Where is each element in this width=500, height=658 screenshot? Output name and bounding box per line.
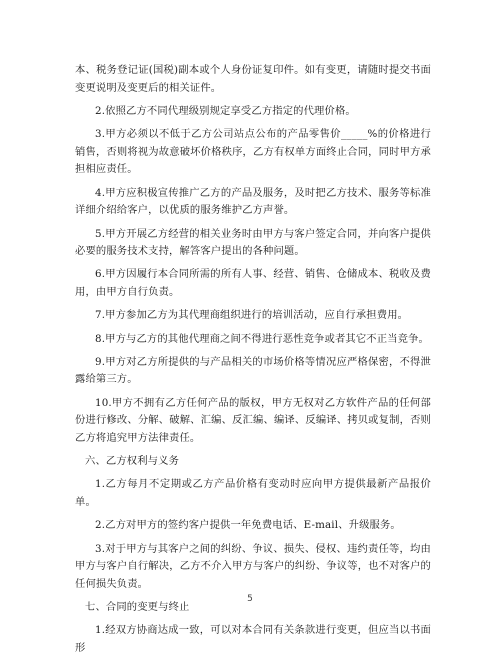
paragraph: 2.依照乙方不同代理级别规定享受乙方指定的代理价格。 — [95, 104, 356, 117]
paragraph: 5.甲方开展乙方经营的相关业务时由甲方与客户签定合同，并向客户提供必要的服务技术支持，解答客户提出的各种问题。 — [75, 227, 431, 258]
document-body — [75, 62, 431, 658]
paragraph: 2.乙方对甲方的签约客户提供一年免费电话、E-mail、升级服务。 — [95, 519, 401, 532]
paragraph: 1.乙方每月不定期或乙方产品价格有变动时应向甲方提供最新产品报价单。 — [75, 478, 431, 509]
paragraph: 7.甲方参加乙方为其代理商组织进行的培训活动，应自行承担费用。 — [95, 309, 409, 322]
section-heading: 七、合同的变更与终止 — [85, 601, 190, 614]
page-number: 5 — [247, 594, 253, 604]
paragraph: 本、税务登记证(国税)副本或个人身份证复印件。如有变更，请随时提交书面变更说明及变更后的相关证件。 — [75, 64, 431, 94]
paragraph: 3.甲方必须以不低于乙方公司站点公布的产品零售价_____%的价格进行销售，否则将视为故意破坏价格秩序，乙方有权单方面终止合同，同时甲方承担相应责任。 — [75, 128, 431, 176]
paragraph: 6.甲方因履行本合同所需的所有人事、经营、销售、仓储成本、税收及费用，由甲方自行负责。 — [75, 268, 431, 298]
section-heading: 六、乙方权利与义务 — [85, 455, 180, 468]
paragraph: 8.甲方与乙方的其他代理商之间不得进行恶性竞争或者其它不正当竞争。 — [95, 332, 429, 345]
paragraph: 4.甲方应积极宣传推广乙方的产品及服务，及时把乙方技术、服务等标准详细介绍给客户，以优质的服务维护乙方声誉。 — [75, 186, 431, 217]
paragraph: 3.对于甲方与其客户之间的纠纷、争议、损失、侵权、违约责任等，均由甲方与客户自行解决，乙方不介入甲方与客户的纠纷、争议等，也不对客户的任何损失负责。 — [75, 542, 431, 590]
paragraph: 10.甲方不拥有乙方任何产品的版权，甲方无权对乙方软件产品的任何部份进行修改、分解、破解、汇编、反汇编、编译、反编译、拷贝或复制，否则乙方将追究甲方法律责任。 — [75, 396, 431, 444]
paragraph: 9.甲方对乙方所提供的与产品相关的市场价格等情况应严格保密，不得泄露给第三方。 — [75, 355, 431, 386]
paragraph: 1.经双方协商达成一致，可以对本合同有关条款进行变更，但应当以书面形 — [75, 624, 431, 654]
